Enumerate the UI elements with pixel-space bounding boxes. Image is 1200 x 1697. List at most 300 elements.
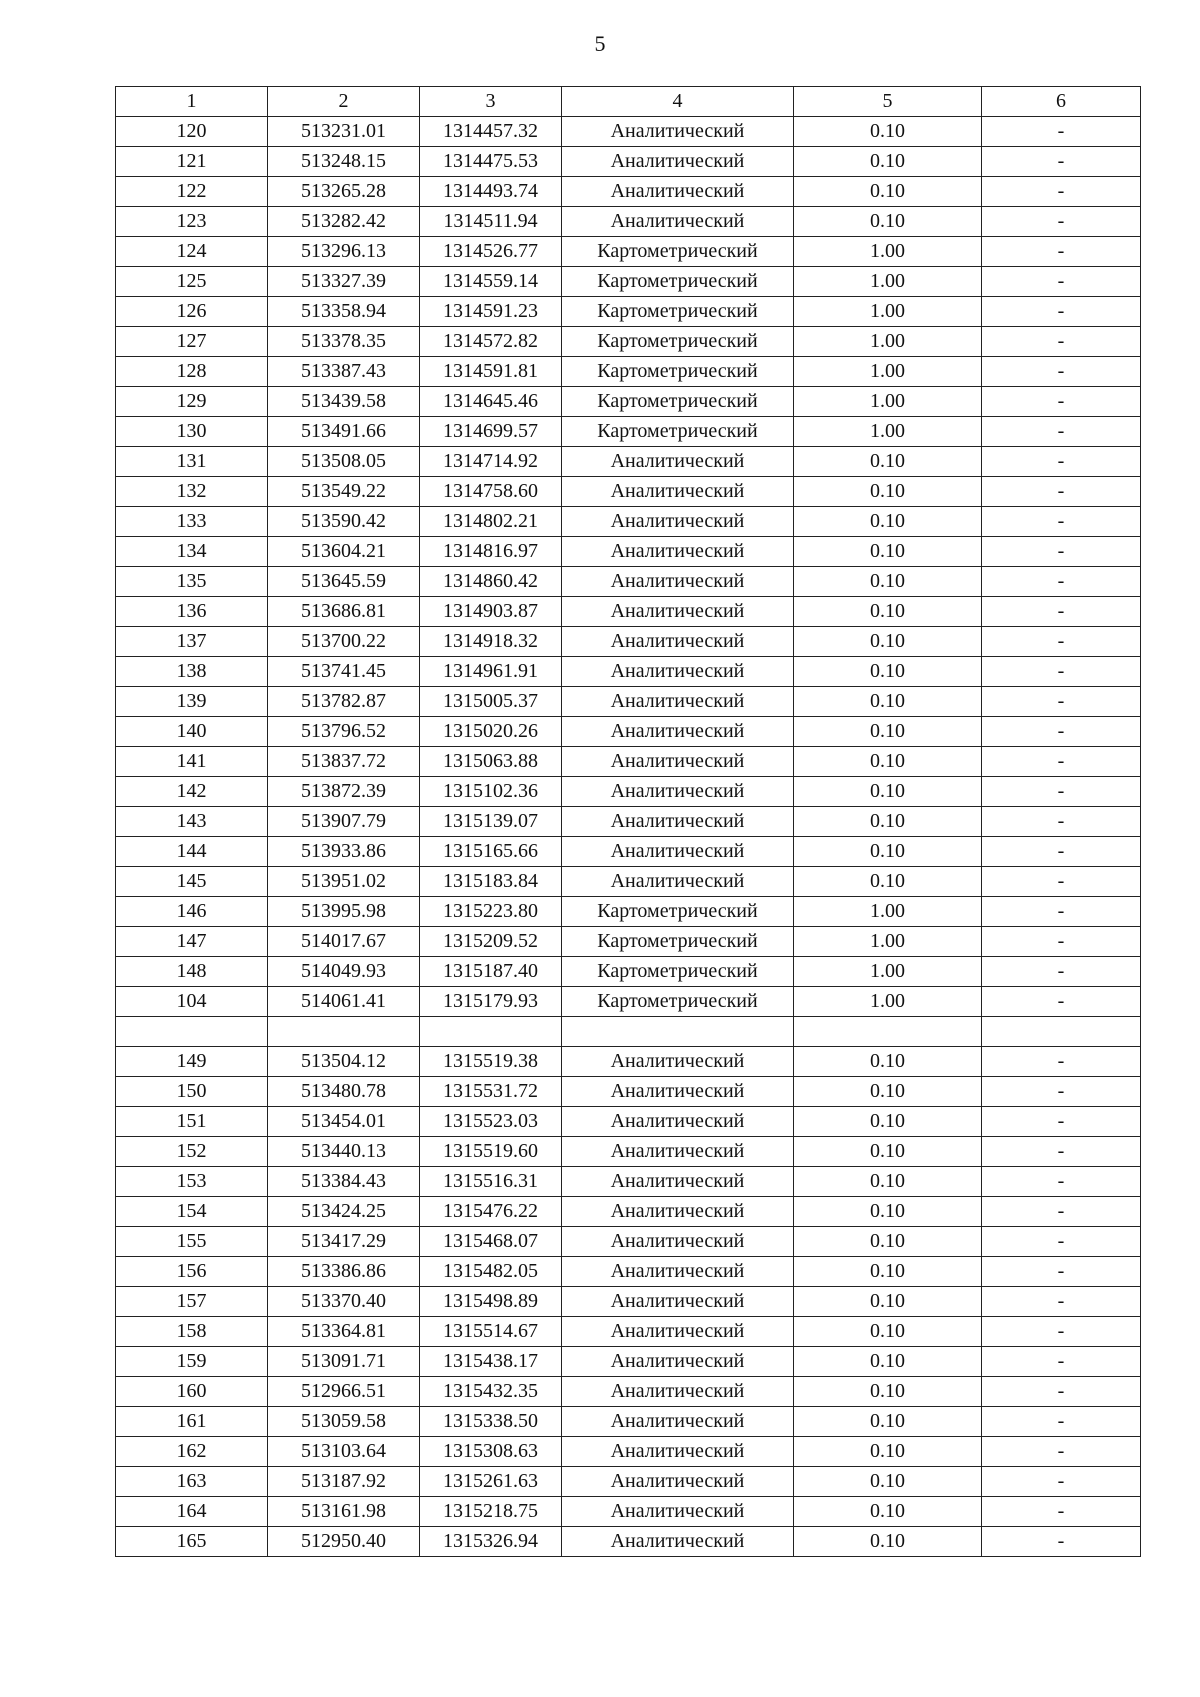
cell-method: Аналитический [562, 477, 794, 507]
cell-method: Аналитический [562, 567, 794, 597]
cell-note: - [982, 957, 1141, 987]
table-row [116, 1317, 1141, 1347]
cell-x-coordinate: 514017.67 [268, 927, 420, 957]
cell-y-coordinate: 1314591.81 [420, 357, 562, 387]
cell-method: Аналитический [562, 1467, 794, 1497]
cell-method: Картометрический [562, 927, 794, 957]
cell-note: - [982, 837, 1141, 867]
cell-x-coordinate: 513872.39 [268, 777, 420, 807]
cell-y-coordinate: 1315432.35 [420, 1377, 562, 1407]
cell-y-coordinate: 1315223.80 [420, 897, 562, 927]
cell-y-coordinate: 1315139.07 [420, 807, 562, 837]
cell-note: - [982, 777, 1141, 807]
cell-note: - [982, 237, 1141, 267]
table-row [116, 987, 1141, 1017]
cell-y-coordinate: 1315531.72 [420, 1077, 562, 1107]
cell-method: Картометрический [562, 357, 794, 387]
cell-point-number: 144 [116, 837, 268, 867]
cell-note [982, 1017, 1141, 1047]
cell-x-coordinate: 513491.66 [268, 417, 420, 447]
cell-method: Аналитический [562, 1047, 794, 1077]
table-row [116, 147, 1141, 177]
cell-y-coordinate: 1315498.89 [420, 1287, 562, 1317]
cell-y-coordinate: 1315482.05 [420, 1257, 562, 1287]
header-cell-6: 6 [982, 87, 1141, 117]
cell-method: Аналитический [562, 807, 794, 837]
cell-x-coordinate: 513103.64 [268, 1437, 420, 1467]
cell-point-number: 133 [116, 507, 268, 537]
cell-method: Аналитический [562, 1167, 794, 1197]
cell-x-coordinate: 513700.22 [268, 627, 420, 657]
cell-accuracy: 1.00 [794, 387, 982, 417]
cell-point-number: 127 [116, 327, 268, 357]
table-row [116, 417, 1141, 447]
cell-x-coordinate: 513364.81 [268, 1317, 420, 1347]
cell-point-number: 159 [116, 1347, 268, 1377]
cell-y-coordinate: 1315468.07 [420, 1227, 562, 1257]
cell-accuracy: 0.10 [794, 447, 982, 477]
table-row [116, 357, 1141, 387]
table-row [116, 447, 1141, 477]
cell-y-coordinate: 1314758.60 [420, 477, 562, 507]
cell-note: - [982, 1197, 1141, 1227]
cell-note: - [982, 207, 1141, 237]
cell-point-number: 157 [116, 1287, 268, 1317]
cell-point-number: 128 [116, 357, 268, 387]
cell-note: - [982, 1407, 1141, 1437]
cell-note: - [982, 1077, 1141, 1107]
cell-x-coordinate: 513358.94 [268, 297, 420, 327]
table-row [116, 1047, 1141, 1077]
cell-point-number: 134 [116, 537, 268, 567]
cell-accuracy: 0.10 [794, 207, 982, 237]
cell-accuracy: 0.10 [794, 1317, 982, 1347]
cell-x-coordinate: 513741.45 [268, 657, 420, 687]
cell-note: - [982, 1167, 1141, 1197]
cell-point-number: 104 [116, 987, 268, 1017]
cell-method: Аналитический [562, 1437, 794, 1467]
cell-method: Аналитический [562, 1527, 794, 1557]
cell-y-coordinate: 1315179.93 [420, 987, 562, 1017]
cell-accuracy: 0.10 [794, 1257, 982, 1287]
table-row [116, 477, 1141, 507]
cell-method: Картометрический [562, 267, 794, 297]
cell-method: Аналитический [562, 1137, 794, 1167]
cell-y-coordinate: 1314816.97 [420, 537, 562, 567]
cell-point-number: 120 [116, 117, 268, 147]
table-row [116, 507, 1141, 537]
cell-x-coordinate: 513480.78 [268, 1077, 420, 1107]
cell-note: - [982, 297, 1141, 327]
cell-note: - [982, 387, 1141, 417]
cell-method: Картометрический [562, 327, 794, 357]
cell-x-coordinate: 513995.98 [268, 897, 420, 927]
cell-accuracy: 0.10 [794, 777, 982, 807]
cell-note: - [982, 477, 1141, 507]
cell-point-number: 140 [116, 717, 268, 747]
cell-accuracy: 1.00 [794, 417, 982, 447]
cell-accuracy: 0.10 [794, 177, 982, 207]
cell-y-coordinate: 1315516.31 [420, 1167, 562, 1197]
table-row [116, 387, 1141, 417]
cell-accuracy: 0.10 [794, 537, 982, 567]
cell-method: Картометрический [562, 957, 794, 987]
header-cell-4: 4 [562, 87, 794, 117]
cell-note: - [982, 1107, 1141, 1137]
table-row [116, 1257, 1141, 1287]
cell-x-coordinate: 513282.42 [268, 207, 420, 237]
cell-accuracy: 1.00 [794, 327, 982, 357]
cell-note: - [982, 1257, 1141, 1287]
cell-y-coordinate: 1315519.38 [420, 1047, 562, 1077]
cell-y-coordinate: 1315523.03 [420, 1107, 562, 1137]
cell-accuracy: 0.10 [794, 567, 982, 597]
cell-accuracy: 0.10 [794, 1437, 982, 1467]
cell-x-coordinate: 513187.92 [268, 1467, 420, 1497]
table-row [116, 927, 1141, 957]
cell-x-coordinate: 513378.35 [268, 327, 420, 357]
table-row [116, 837, 1141, 867]
cell-y-coordinate: 1315519.60 [420, 1137, 562, 1167]
cell-accuracy: 0.10 [794, 687, 982, 717]
cell-y-coordinate: 1314714.92 [420, 447, 562, 477]
page-number: 5 [594, 31, 606, 56]
cell-y-coordinate: 1315020.26 [420, 717, 562, 747]
table-row [116, 567, 1141, 597]
cell-note: - [982, 867, 1141, 897]
cell-y-coordinate: 1315102.36 [420, 777, 562, 807]
cell-method: Аналитический [562, 1347, 794, 1377]
table-row [116, 177, 1141, 207]
cell-y-coordinate: 1314699.57 [420, 417, 562, 447]
table-row [116, 117, 1141, 147]
cell-y-coordinate: 1314475.53 [420, 147, 562, 177]
cell-y-coordinate: 1315183.84 [420, 867, 562, 897]
cell-point-number: 138 [116, 657, 268, 687]
cell-x-coordinate: 513907.79 [268, 807, 420, 837]
table-body [116, 87, 1141, 1557]
cell-x-coordinate: 513837.72 [268, 747, 420, 777]
cell-note: - [982, 357, 1141, 387]
cell-note: - [982, 747, 1141, 777]
cell-x-coordinate: 513296.13 [268, 237, 420, 267]
cell-x-coordinate: 513686.81 [268, 597, 420, 627]
table-row [116, 237, 1141, 267]
cell-x-coordinate: 513417.29 [268, 1227, 420, 1257]
cell-point-number: 131 [116, 447, 268, 477]
cell-note: - [982, 1347, 1141, 1377]
cell-accuracy: 0.10 [794, 1377, 982, 1407]
cell-accuracy: 0.10 [794, 717, 982, 747]
cell-x-coordinate: 513059.58 [268, 1407, 420, 1437]
cell-accuracy: 1.00 [794, 897, 982, 927]
cell-y-coordinate: 1314559.14 [420, 267, 562, 297]
cell-method: Аналитический [562, 507, 794, 537]
cell-note: - [982, 327, 1141, 357]
cell-x-coordinate: 513782.87 [268, 687, 420, 717]
cell-method: Аналитический [562, 537, 794, 567]
cell-note: - [982, 657, 1141, 687]
cell-point-number: 158 [116, 1317, 268, 1347]
cell-note: - [982, 537, 1141, 567]
cell-accuracy: 0.10 [794, 117, 982, 147]
cell-x-coordinate: 513091.71 [268, 1347, 420, 1377]
cell-point-number: 122 [116, 177, 268, 207]
header-cell-5: 5 [794, 87, 982, 117]
cell-note: - [982, 1227, 1141, 1257]
cell-y-coordinate: 1314860.42 [420, 567, 562, 597]
cell-method: Аналитический [562, 1377, 794, 1407]
cell-note: - [982, 1287, 1141, 1317]
table-row [116, 1527, 1141, 1557]
cell-y-coordinate: 1314457.32 [420, 117, 562, 147]
cell-accuracy: 0.10 [794, 1197, 982, 1227]
cell-point-number: 121 [116, 147, 268, 177]
cell-point-number: 130 [116, 417, 268, 447]
cell-note: - [982, 1527, 1141, 1557]
cell-note: - [982, 927, 1141, 957]
cell-note: - [982, 507, 1141, 537]
cell-y-coordinate: 1315165.66 [420, 837, 562, 867]
table-row [116, 627, 1141, 657]
table-row [116, 1197, 1141, 1227]
cell-note: - [982, 1437, 1141, 1467]
cell-method: Аналитический [562, 1227, 794, 1257]
table-row [116, 897, 1141, 927]
cell-accuracy: 0.10 [794, 1497, 982, 1527]
cell-note: - [982, 267, 1141, 297]
cell-method: Аналитический [562, 1497, 794, 1527]
table-row [116, 777, 1141, 807]
cell-method: Аналитический [562, 657, 794, 687]
cell-accuracy: 0.10 [794, 867, 982, 897]
cell-x-coordinate: 513386.86 [268, 1257, 420, 1287]
cell-x-coordinate: 513384.43 [268, 1167, 420, 1197]
cell-accuracy: 0.10 [794, 1467, 982, 1497]
cell-method: Аналитический [562, 1077, 794, 1107]
cell-x-coordinate: 513439.58 [268, 387, 420, 417]
cell-y-coordinate: 1315218.75 [420, 1497, 562, 1527]
cell-x-coordinate: 513796.52 [268, 717, 420, 747]
cell-method: Аналитический [562, 177, 794, 207]
coordinates-table [115, 86, 1141, 1557]
table-row [116, 657, 1141, 687]
cell-method: Аналитический [562, 777, 794, 807]
cell-point-number: 151 [116, 1107, 268, 1137]
table-row [116, 537, 1141, 567]
cell-y-coordinate: 1314511.94 [420, 207, 562, 237]
cell-note: - [982, 807, 1141, 837]
cell-accuracy: 0.10 [794, 1107, 982, 1137]
cell-method: Аналитический [562, 717, 794, 747]
cell-x-coordinate: 513424.25 [268, 1197, 420, 1227]
cell-method: Аналитический [562, 627, 794, 657]
table-row [116, 957, 1141, 987]
table-row [116, 717, 1141, 747]
cell-accuracy: 0.10 [794, 657, 982, 687]
cell-y-coordinate: 1314961.91 [420, 657, 562, 687]
cell-note: - [982, 1497, 1141, 1527]
cell-accuracy: 0.10 [794, 1407, 982, 1437]
table-row [116, 747, 1141, 777]
cell-point-number: 155 [116, 1227, 268, 1257]
cell-point-number: 125 [116, 267, 268, 297]
cell-note: - [982, 687, 1141, 717]
table-row [116, 1377, 1141, 1407]
cell-x-coordinate: 513161.98 [268, 1497, 420, 1527]
table-row [116, 1227, 1141, 1257]
cell-x-coordinate [268, 1017, 420, 1047]
cell-method: Аналитический [562, 117, 794, 147]
table-row [116, 1437, 1141, 1467]
cell-x-coordinate: 514049.93 [268, 957, 420, 987]
cell-x-coordinate: 513951.02 [268, 867, 420, 897]
cell-method: Аналитический [562, 1257, 794, 1287]
cell-point-number [116, 1017, 268, 1047]
table-row [116, 807, 1141, 837]
cell-y-coordinate: 1315261.63 [420, 1467, 562, 1497]
cell-y-coordinate: 1315514.67 [420, 1317, 562, 1347]
cell-accuracy: 0.10 [794, 1167, 982, 1197]
cell-point-number: 148 [116, 957, 268, 987]
cell-accuracy: 0.10 [794, 1077, 982, 1107]
table-row [116, 1347, 1141, 1377]
cell-accuracy: 1.00 [794, 987, 982, 1017]
cell-point-number: 132 [116, 477, 268, 507]
cell-accuracy: 0.10 [794, 1047, 982, 1077]
cell-note: - [982, 717, 1141, 747]
table-row [116, 1407, 1141, 1437]
cell-accuracy: 1.00 [794, 297, 982, 327]
cell-x-coordinate: 513508.05 [268, 447, 420, 477]
cell-method: Аналитический [562, 597, 794, 627]
cell-point-number: 162 [116, 1437, 268, 1467]
cell-x-coordinate: 513590.42 [268, 507, 420, 537]
cell-method: Картометрический [562, 987, 794, 1017]
cell-point-number: 136 [116, 597, 268, 627]
cell-accuracy [794, 1017, 982, 1047]
cell-x-coordinate: 513604.21 [268, 537, 420, 567]
cell-note: - [982, 597, 1141, 627]
cell-note: - [982, 567, 1141, 597]
cell-method: Аналитический [562, 1407, 794, 1437]
cell-method: Картометрический [562, 897, 794, 927]
cell-accuracy: 0.10 [794, 147, 982, 177]
cell-point-number: 160 [116, 1377, 268, 1407]
cell-y-coordinate: 1314802.21 [420, 507, 562, 537]
cell-y-coordinate: 1314493.74 [420, 177, 562, 207]
table-row [116, 1497, 1141, 1527]
cell-x-coordinate: 512966.51 [268, 1377, 420, 1407]
cell-point-number: 141 [116, 747, 268, 777]
cell-accuracy: 1.00 [794, 357, 982, 387]
cell-y-coordinate: 1315438.17 [420, 1347, 562, 1377]
cell-y-coordinate: 1315209.52 [420, 927, 562, 957]
cell-method: Аналитический [562, 447, 794, 477]
cell-point-number: 137 [116, 627, 268, 657]
table-row [116, 1137, 1141, 1167]
cell-method: Аналитический [562, 837, 794, 867]
cell-accuracy: 1.00 [794, 267, 982, 297]
cell-x-coordinate: 513440.13 [268, 1137, 420, 1167]
cell-accuracy: 0.10 [794, 747, 982, 777]
cell-point-number: 135 [116, 567, 268, 597]
cell-point-number: 146 [116, 897, 268, 927]
cell-method: Аналитический [562, 867, 794, 897]
table-row [116, 207, 1141, 237]
cell-point-number: 164 [116, 1497, 268, 1527]
cell-note: - [982, 897, 1141, 927]
table-row [116, 1017, 1141, 1047]
cell-x-coordinate: 513933.86 [268, 837, 420, 867]
cell-accuracy: 0.10 [794, 807, 982, 837]
cell-y-coordinate: 1314903.87 [420, 597, 562, 627]
cell-x-coordinate: 513265.28 [268, 177, 420, 207]
cell-accuracy: 1.00 [794, 927, 982, 957]
cell-method: Аналитический [562, 1317, 794, 1347]
cell-note: - [982, 117, 1141, 147]
cell-point-number: 163 [116, 1467, 268, 1497]
table-row [116, 1077, 1141, 1107]
table-row [116, 297, 1141, 327]
cell-y-coordinate: 1314526.77 [420, 237, 562, 267]
cell-point-number: 143 [116, 807, 268, 837]
cell-accuracy: 1.00 [794, 237, 982, 267]
cell-note: - [982, 1317, 1141, 1347]
cell-y-coordinate: 1315308.63 [420, 1437, 562, 1467]
cell-note: - [982, 1377, 1141, 1407]
cell-point-number: 152 [116, 1137, 268, 1167]
cell-y-coordinate: 1315476.22 [420, 1197, 562, 1227]
cell-point-number: 154 [116, 1197, 268, 1227]
cell-method: Картометрический [562, 297, 794, 327]
cell-x-coordinate: 513327.39 [268, 267, 420, 297]
cell-y-coordinate: 1315326.94 [420, 1527, 562, 1557]
cell-note: - [982, 1137, 1141, 1167]
cell-y-coordinate: 1315063.88 [420, 747, 562, 777]
cell-note: - [982, 177, 1141, 207]
cell-x-coordinate: 513387.43 [268, 357, 420, 387]
cell-method: Аналитический [562, 207, 794, 237]
cell-accuracy: 0.10 [794, 1227, 982, 1257]
table-row [116, 1167, 1141, 1197]
cell-method: Аналитический [562, 147, 794, 177]
table-row [116, 267, 1141, 297]
cell-note: - [982, 987, 1141, 1017]
cell-x-coordinate: 514061.41 [268, 987, 420, 1017]
cell-accuracy: 0.10 [794, 627, 982, 657]
cell-method: Картометрический [562, 237, 794, 267]
cell-accuracy: 0.10 [794, 1287, 982, 1317]
cell-y-coordinate: 1315005.37 [420, 687, 562, 717]
header-cell-3: 3 [420, 87, 562, 117]
cell-accuracy: 0.10 [794, 1137, 982, 1167]
cell-note: - [982, 147, 1141, 177]
cell-y-coordinate: 1315338.50 [420, 1407, 562, 1437]
cell-x-coordinate: 512950.40 [268, 1527, 420, 1557]
cell-method [562, 1017, 794, 1047]
cell-note: - [982, 417, 1141, 447]
header-row [116, 87, 1141, 117]
cell-note: - [982, 627, 1141, 657]
table-row [116, 687, 1141, 717]
cell-point-number: 161 [116, 1407, 268, 1437]
cell-accuracy: 0.10 [794, 507, 982, 537]
cell-accuracy: 0.10 [794, 1527, 982, 1557]
table-row [116, 1107, 1141, 1137]
cell-point-number: 150 [116, 1077, 268, 1107]
cell-x-coordinate: 513454.01 [268, 1107, 420, 1137]
